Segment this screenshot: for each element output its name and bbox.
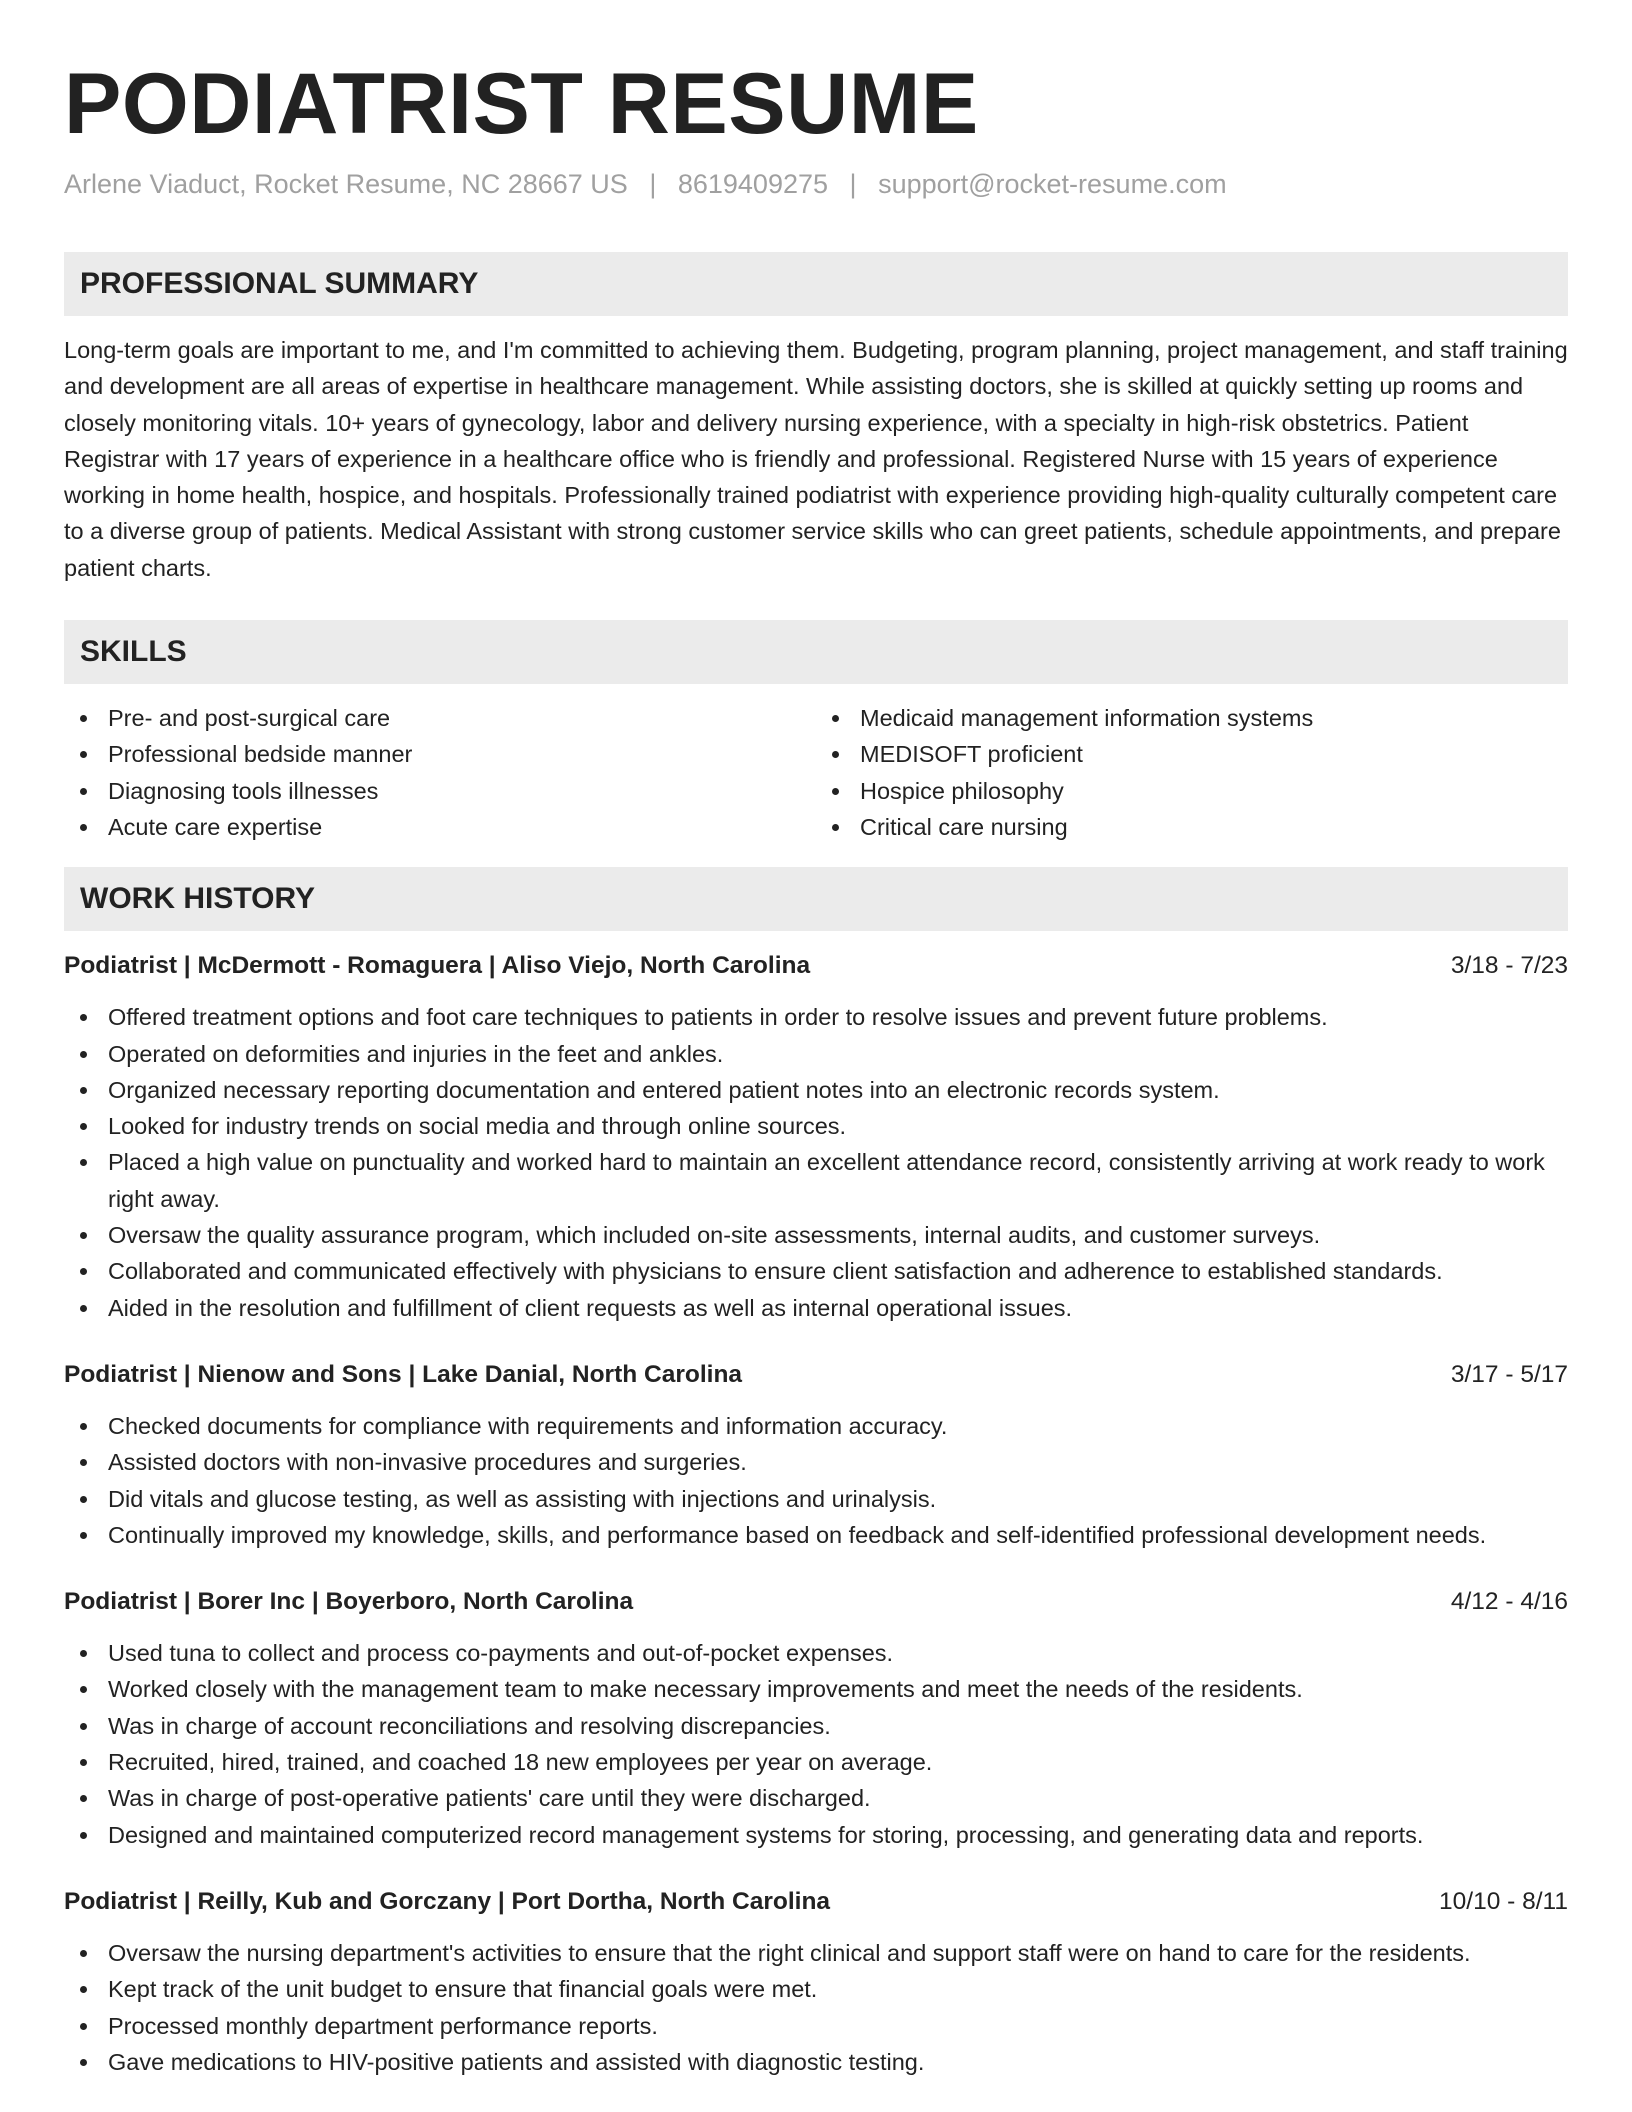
job-bullet (64, 1971, 1568, 2007)
job-bullet-text: Was in charge of account reconciliations and resolving discrepancies. (108, 1712, 831, 1739)
skill-item-text: MEDISOFT proficient (860, 741, 1083, 768)
job-header (64, 1585, 1568, 1619)
job-bullet (64, 1072, 1568, 1108)
bullet-dot (80, 1950, 87, 1957)
bullet-dot (80, 1686, 87, 1693)
job-entry (64, 1585, 1568, 1853)
job-bullet-text: Continually improved my knowledge, skills, and performance based on feedback and self-identified professional development needs. (108, 1521, 1487, 1548)
job-bullet-text: Recruited, hired, trained, and coached 18 new employees per year on average. (108, 1749, 933, 1776)
skill-item-text: Medicaid management information systems (860, 705, 1314, 732)
job-bullet (64, 1481, 1568, 1517)
bullet-dot (80, 1795, 87, 1802)
bullet-dot (80, 1087, 87, 1094)
bullet-dot (80, 1232, 87, 1239)
job-bullet (64, 1780, 1568, 1816)
bullet-dot (80, 824, 87, 831)
work-history-heading: WORK HISTORY (64, 867, 1568, 931)
job-bullets (64, 1635, 1568, 1853)
skills-heading: SKILLS (64, 620, 1568, 684)
job-entry (64, 1358, 1568, 1553)
contact-separator: | (649, 169, 657, 199)
bullet-dot (80, 1268, 87, 1275)
job-bullets (64, 1935, 1568, 2080)
job-bullet (64, 1217, 1568, 1253)
bullet-dot (832, 751, 839, 758)
bullet-dot (80, 2059, 87, 2066)
job-bullet-text: Worked closely with the management team to make necessary improvements and meet the needs of the residents. (108, 1676, 1303, 1703)
bullet-dot (80, 1532, 87, 1539)
job-bullet-text: Oversaw the nursing department's activities to ensure that the right clinical and support staff were on hand to care for the residents. (108, 1939, 1471, 1966)
bullet-dot (80, 1159, 87, 1166)
job-bullet (64, 1708, 1568, 1744)
job-bullet-text: Designed and maintained computerized record management systems for storing, processing, and generating data and reports. (108, 1821, 1424, 1848)
bullet-dot (80, 1423, 87, 1430)
job-bullet-text: Assisted doctors with non-invasive procedures and surgeries. (108, 1449, 747, 1476)
job-bullet (64, 1671, 1568, 1707)
job-header (64, 1885, 1568, 1919)
bullet-dot (80, 1051, 87, 1058)
summary-heading: PROFESSIONAL SUMMARY (64, 252, 1568, 316)
skills-column-right (816, 700, 1568, 845)
job-bullet (64, 999, 1568, 1035)
bullet-dot (80, 1650, 87, 1657)
job-bullet (64, 1144, 1568, 1217)
skill-item (816, 773, 1568, 809)
bullet-dot (80, 1123, 87, 1130)
job-header (64, 1358, 1568, 1392)
job-bullet (64, 1408, 1568, 1444)
job-bullet-text: Oversaw the quality assurance program, which included on-site assessments, internal audits, and customer surveys. (108, 1222, 1321, 1249)
job-bullet-text: Processed monthly department performance reports. (108, 2012, 658, 2039)
summary-text: Long-term goals are important to me, and I'm committed to achieving them. Budgeting, program planning, project management, and staff training and development are all areas of expertise in healthcare management. While assisting doctors, she is skilled at quickly setting up rooms and closely monitoring vitals. 10+ years of gynecology, labor and delivery nursing experience, with a specialty in high-risk obstetrics. Patient Registrar with 17 years of experience in a healthcare office who is friendly and professional. Registered Nurse with 15 years of experience working in home health, hospice, and hospitals. Professionally trained podiatrist with experience providing high-quality culturally competent care to a diverse group of patients. Medical Assistant with strong customer service skills who can greet patients, schedule appointments, and prepare patient charts. (64, 337, 1568, 581)
job-header (64, 949, 1568, 983)
skills-column-left (64, 700, 816, 845)
job-bullets (64, 999, 1568, 1326)
job-dates: 3/17 - 5/17 (1450, 1360, 1568, 1388)
bullet-dot (832, 788, 839, 795)
bullet-dot (80, 1496, 87, 1503)
job-bullet-text: Checked documents for compliance with requirements and information accuracy. (108, 1412, 948, 1439)
skills-grid (64, 700, 1568, 845)
skill-item (64, 700, 816, 736)
bullet-dot (80, 1723, 87, 1730)
job-bullet (64, 1444, 1568, 1480)
job-bullets (64, 1408, 1568, 1553)
skill-item-text: Acute care expertise (108, 813, 323, 840)
job-entry (64, 949, 1568, 1326)
skill-item-text: Pre- and post-surgical care (108, 705, 391, 732)
bullet-dot (80, 2023, 87, 2030)
contact-separator: | (849, 169, 857, 199)
skill-item (816, 809, 1568, 845)
job-bullet-text: Organized necessary reporting documentation and entered patient notes into an electronic records system. (108, 1076, 1220, 1103)
skill-item-text: Critical care nursing (860, 813, 1068, 840)
job-bullet (64, 1253, 1568, 1289)
job-dates: 3/18 - 7/23 (1450, 952, 1568, 980)
bullet-dot (80, 1014, 87, 1021)
contact-address: Arlene Viaduct, Rocket Resume, NC 28667 US (64, 169, 628, 199)
skill-item (64, 773, 816, 809)
skill-item (64, 809, 816, 845)
job-title: Podiatrist | Reilly, Kub and Gorczany | Port Dortha, North Carolina (64, 1887, 831, 1915)
job-bullet (64, 1817, 1568, 1853)
job-title: Podiatrist | McDermott - Romaguera | Aliso Viejo, North Carolina (64, 952, 811, 980)
work-history-list (64, 949, 1568, 2080)
job-bullet-text: Did vitals and glucose testing, as well as assisting with injections and urinalysis. (108, 1485, 937, 1512)
job-bullet (64, 1108, 1568, 1144)
skill-item-text: Diagnosing tools illnesses (108, 777, 379, 804)
job-bullet-text: Aided in the resolution and fulfillment of client requests as well as internal operational issues. (108, 1294, 1073, 1321)
skill-item (816, 736, 1568, 772)
job-bullet (64, 1635, 1568, 1671)
job-dates: 4/12 - 4/16 (1450, 1588, 1568, 1616)
skill-item (64, 736, 816, 772)
job-bullet (64, 1036, 1568, 1072)
bullet-dot (80, 715, 87, 722)
resume-title: PODIATRIST RESUME (64, 56, 979, 152)
bullet-dot (80, 1459, 87, 1466)
job-bullet-text: Operated on deformities and injuries in the feet and ankles. (108, 1040, 724, 1067)
job-bullet-text: Used tuna to collect and process co-payments and out-of-pocket expenses. (108, 1640, 894, 1667)
skill-item-text: Hospice philosophy (860, 777, 1064, 804)
job-bullet (64, 1517, 1568, 1553)
job-bullet (64, 1290, 1568, 1326)
job-title: Podiatrist | Nienow and Sons | Lake Danial, North Carolina (64, 1360, 743, 1388)
bullet-dot (80, 1986, 87, 1993)
contact-email: support@rocket-resume.com (878, 169, 1227, 199)
job-bullet (64, 1744, 1568, 1780)
skill-item (816, 700, 1568, 736)
job-bullet (64, 2008, 1568, 2044)
skill-item-text: Professional bedside manner (108, 741, 413, 768)
bullet-dot (80, 1759, 87, 1766)
job-bullet-text: Collaborated and communicated effectively with physicians to ensure client satisfaction and adherence to established standards. (108, 1258, 1443, 1285)
job-bullet-text: Kept track of the unit budget to ensure that financial goals were met. (108, 1976, 818, 2003)
bullet-dot (80, 1832, 87, 1839)
job-entry (64, 1885, 1568, 2080)
job-bullet-text: Looked for industry trends on social media and through online sources. (108, 1113, 847, 1140)
bullet-dot (80, 751, 87, 758)
job-bullet-text: Placed a high value on punctuality and worked hard to maintain an excellent attendance record, consistently arriving at work ready to work right away. (108, 1149, 1545, 1212)
bullet-dot (832, 824, 839, 831)
bullet-dot (80, 1305, 87, 1312)
contact-line (64, 166, 1568, 202)
bullet-dot (80, 788, 87, 795)
job-bullet-text: Was in charge of post-operative patients' care until they were discharged. (108, 1785, 871, 1812)
bullet-dot (832, 715, 839, 722)
job-bullet (64, 1935, 1568, 1971)
job-bullet-text: Gave medications to HIV-positive patients and assisted with diagnostic testing. (108, 2048, 925, 2075)
job-dates: 10/10 - 8/11 (1439, 1887, 1568, 1915)
contact-phone: 8619409275 (677, 169, 829, 199)
job-bullet (64, 2044, 1568, 2080)
job-title: Podiatrist | Borer Inc | Boyerboro, North Carolina (64, 1588, 634, 1616)
job-bullet-text: Offered treatment options and foot care techniques to patients in order to resolve issues and prevent future problems. (108, 1004, 1328, 1031)
